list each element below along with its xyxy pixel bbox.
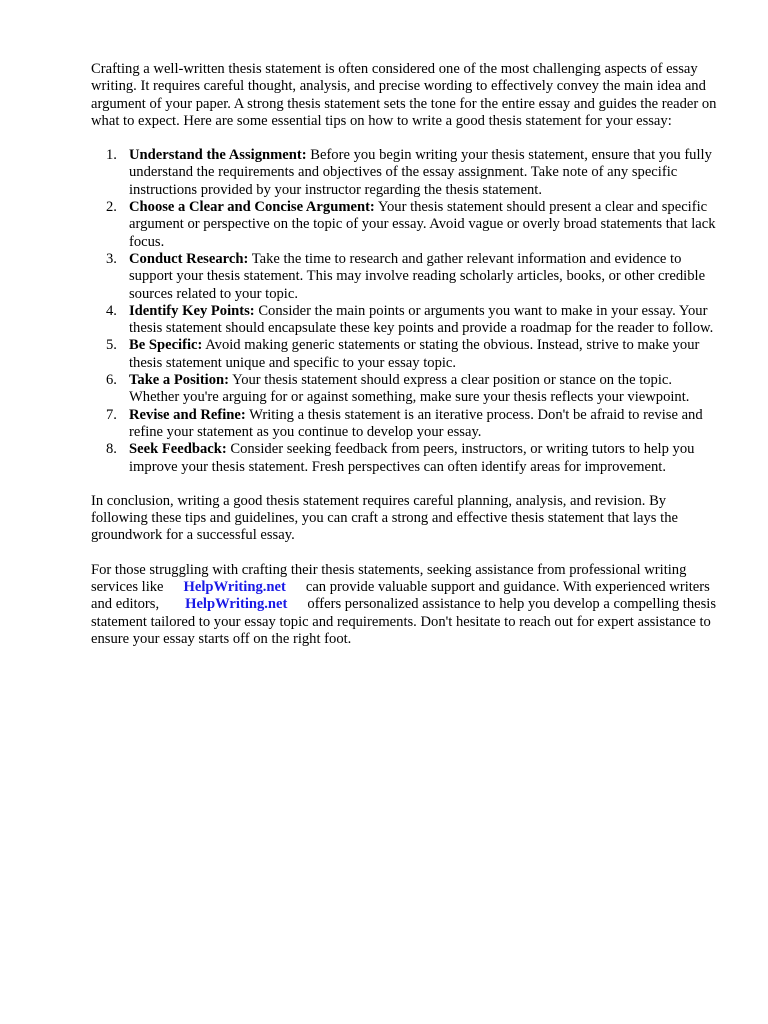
promo-text: offers personalized assistance to help you develop a compelling thesis statement tailored to your essay topic and requirements. Don't hesitate to reach out for expert assistance to ensure your essay starts off on the right foot. [91, 596, 717, 647]
tip-number: 6. [106, 372, 117, 389]
tip-item [91, 303, 721, 338]
tip-item [91, 251, 721, 303]
tip-number: 3. [106, 250, 117, 267]
tip-item [91, 407, 721, 442]
tip-number: 1. [106, 147, 117, 164]
tip-text: Consider seeking feedback from peers, instructors, or writing tutors to help you improve your thesis statement. Fresh perspectives can often identify areas for improvement. [129, 441, 695, 475]
tip-item [91, 441, 721, 476]
tip-number: 4. [106, 302, 117, 319]
tip-title: Seek Feedback: [129, 441, 227, 458]
tip-number: 8. [106, 441, 117, 458]
promo-text: can provide valuable support and guidance. With experienced writers and editors, [91, 579, 710, 613]
tip-number: 2. [106, 199, 117, 216]
tip-number: 5. [106, 337, 117, 354]
tips-list [91, 147, 721, 476]
tip-text: Writing a thesis statement is an iterative process. Don't be afraid to revise and refine your statement as you continue to develop your essay. [129, 406, 703, 440]
tip-text: Before you begin writing your thesis statement, ensure that you fully understand the requirements and objectives of the essay assignment. Take note of any specific instructions provided by your instructor regarding the thesis statement. [129, 147, 712, 198]
tip-text: Your thesis statement should present a clear and specific argument or perspective on the topic of your essay. Avoid vague or overly broad statements that lack focus. [129, 199, 716, 250]
tip-text: Your thesis statement should express a clear position or stance on the topic. Whether you're arguing for or against something, make sure your thesis reflects your viewpoint. [129, 372, 690, 406]
tip-title: Understand the Assignment: [129, 147, 307, 164]
tip-title: Conduct Research: [129, 250, 249, 267]
tip-title: Choose a Clear and Concise Argument: [129, 199, 375, 216]
tip-number: 7. [106, 406, 117, 423]
tip-text: Take the time to research and gather relevant information and evidence to support your thesis statement. This may involve reading scholarly articles, books, or other credible sources related to your topic. [129, 250, 706, 302]
tip-title: Identify Key Points: [129, 302, 255, 319]
helpwriting-link[interactable]: HelpWriting.net [185, 596, 288, 613]
intro-paragraph: Crafting a well-written thesis statement is often considered one of the most challenging aspects of essay writing. It requires careful thought, analysis, and precise wording to effectively convey the main idea and argument of your paper. A strong thesis statement sets the tone for the entire essay and guides the reader on what to expect. Here are some essential tips on how to write a good thesis statement for your essay: [91, 61, 717, 129]
tip-title: Take a Position: [129, 372, 230, 389]
helpwriting-link[interactable]: HelpWriting.net [183, 579, 286, 596]
promo-text: For those struggling with crafting their thesis statements, seeking assistance from professional writing services like [91, 561, 687, 596]
tip-item [91, 372, 721, 407]
tip-text: Avoid making generic statements or stating the obvious. Instead, strive to make your thesis statement unique and specific to your essay topic. [129, 337, 700, 371]
tip-title: Be Specific: [129, 337, 203, 354]
promo-paragraph [91, 562, 721, 648]
tip-title: Revise and Refine: [129, 406, 246, 423]
tip-item [91, 337, 721, 372]
tip-text: Consider the main points or arguments you want to make in your essay. Your thesis statement should encapsulate these key points and provide a roadmap for the reader to follow. [129, 302, 714, 337]
tip-item [91, 147, 721, 199]
conclusion-paragraph: In conclusion, writing a good thesis statement requires careful planning, analysis, and revision. By following these tips and guidelines, you can craft a strong and effective thesis statement that lays the groundwork for a successful essay. [91, 492, 678, 544]
tip-item [91, 199, 721, 251]
document-page [91, 61, 721, 665]
